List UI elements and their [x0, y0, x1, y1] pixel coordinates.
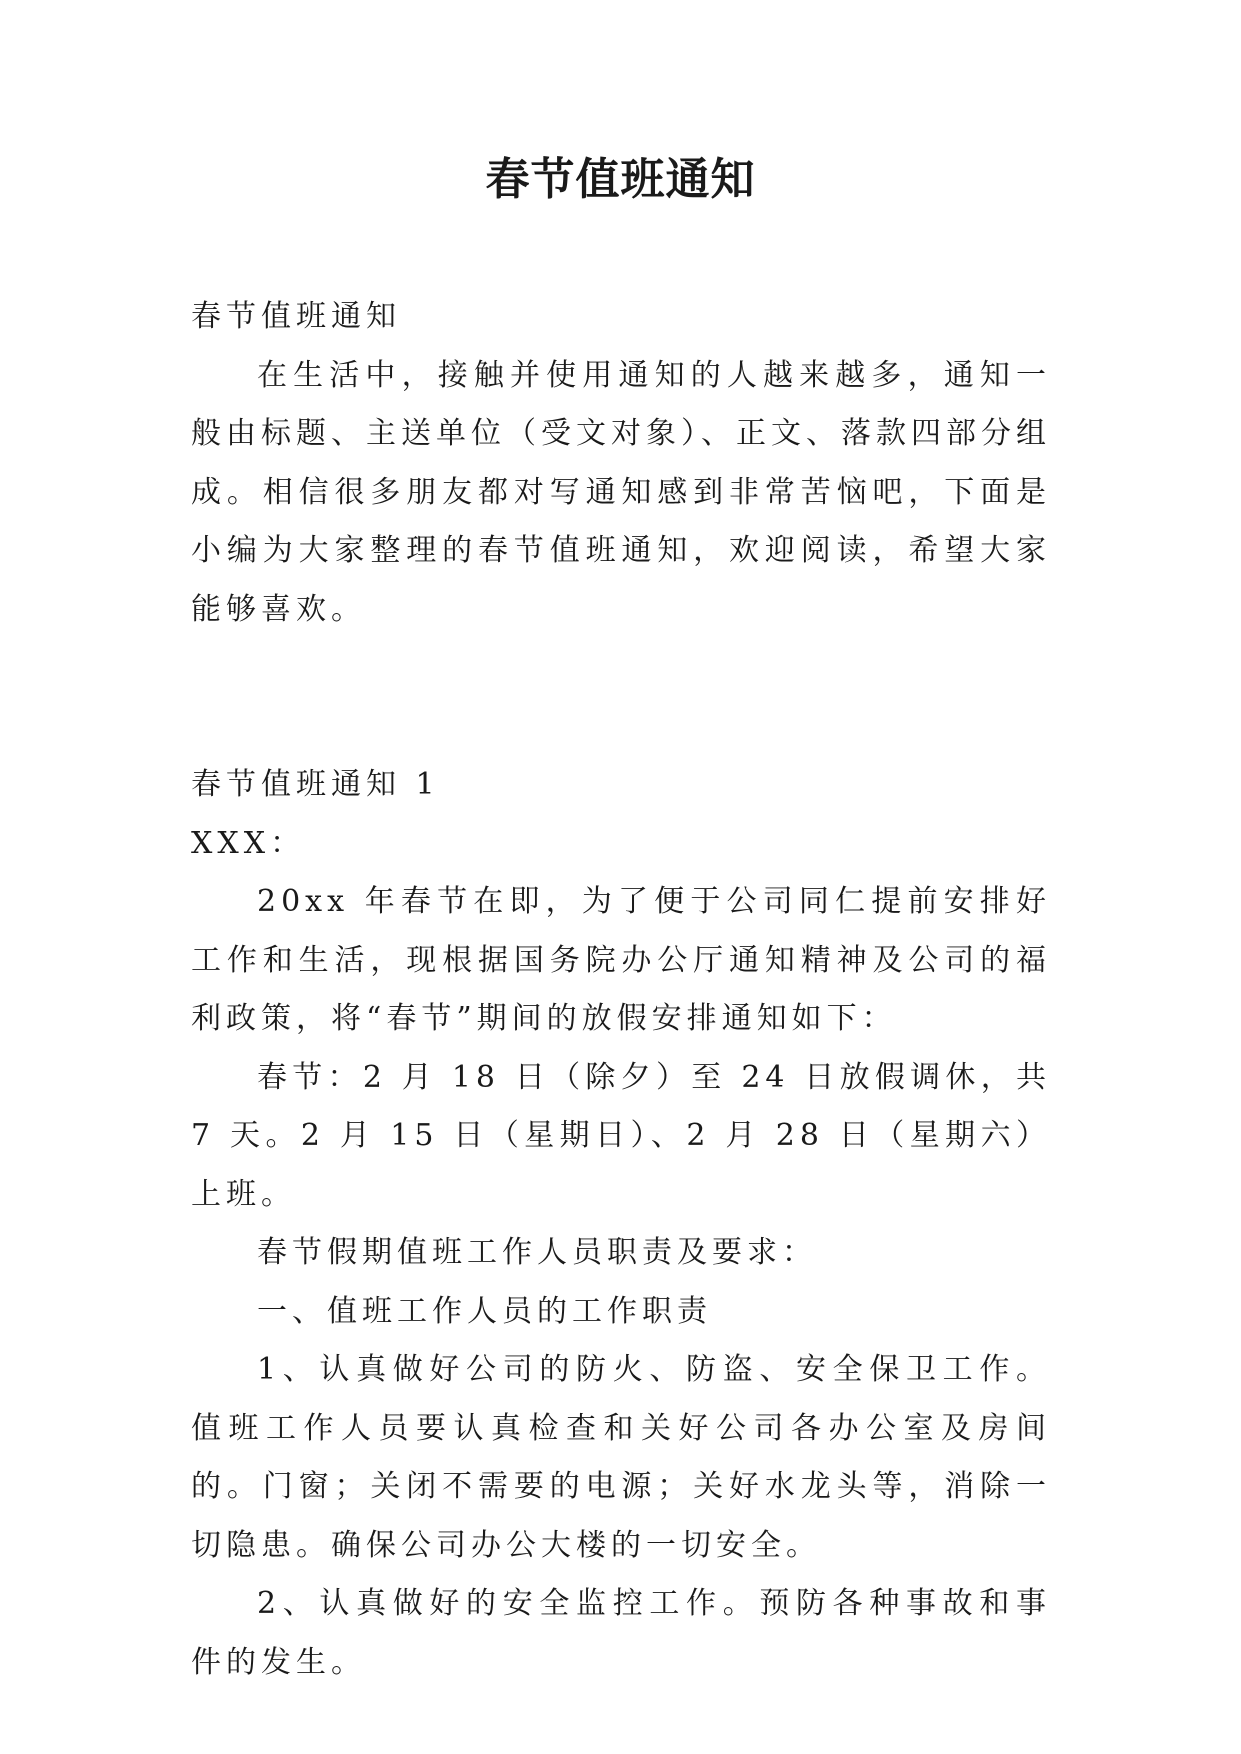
document-body	[191, 288, 1051, 1692]
paragraph-item-two: 2、认真做好的安全监控工作。预防各种事故和事件的发生。	[191, 1586, 1051, 1680]
intro-paragraph: 在生活中，接触并使用通知的人越来越多，通知一般由标题、主送单位（受文对象）、正文、落款四部分组成。相信很多朋友都对写通知感到非常苦恼吧，下面是小编为大家整理的春节值班通知，欢迎阅读，希望大家能够喜欢。	[191, 357, 1051, 627]
paragraph-duty-requirements: 春节假期值班工作人员职责及要求：	[257, 1235, 817, 1270]
section-spacer	[191, 639, 1051, 756]
paragraph-announcement: 20xx 年春节在即，为了便于公司同仁提前安排好工作和生活，现根据国务院办公厅通知精神及公司的福利政策，将“春节”期间的放假安排通知如下：	[191, 884, 1051, 1036]
intro-heading: 春节值班通知	[191, 299, 401, 334]
section-heading: 春节值班通知 1	[191, 767, 440, 802]
document-title: 春节值班通知	[485, 154, 756, 205]
paragraph-holiday-dates: 春节：2 月 18 日（除夕）至 24 日放假调休，共 7 天。2 月 15 日（星期日）、2 月 28 日（星期六）上班。	[191, 1059, 1051, 1212]
paragraph-item-one: 1、认真做好公司的防火、防盗、安全保卫工作。值班工作人员要认真检查和关好公司各办公室及房间的。门窗；关闭不需要的电源；关好水龙头等，消除一切隐患。确保公司办公大楼的一切安全。	[191, 1352, 1051, 1563]
salutation: XXX：	[191, 825, 306, 861]
paragraph-section-one: 一、值班工作人员的工作职责	[257, 1293, 712, 1329]
